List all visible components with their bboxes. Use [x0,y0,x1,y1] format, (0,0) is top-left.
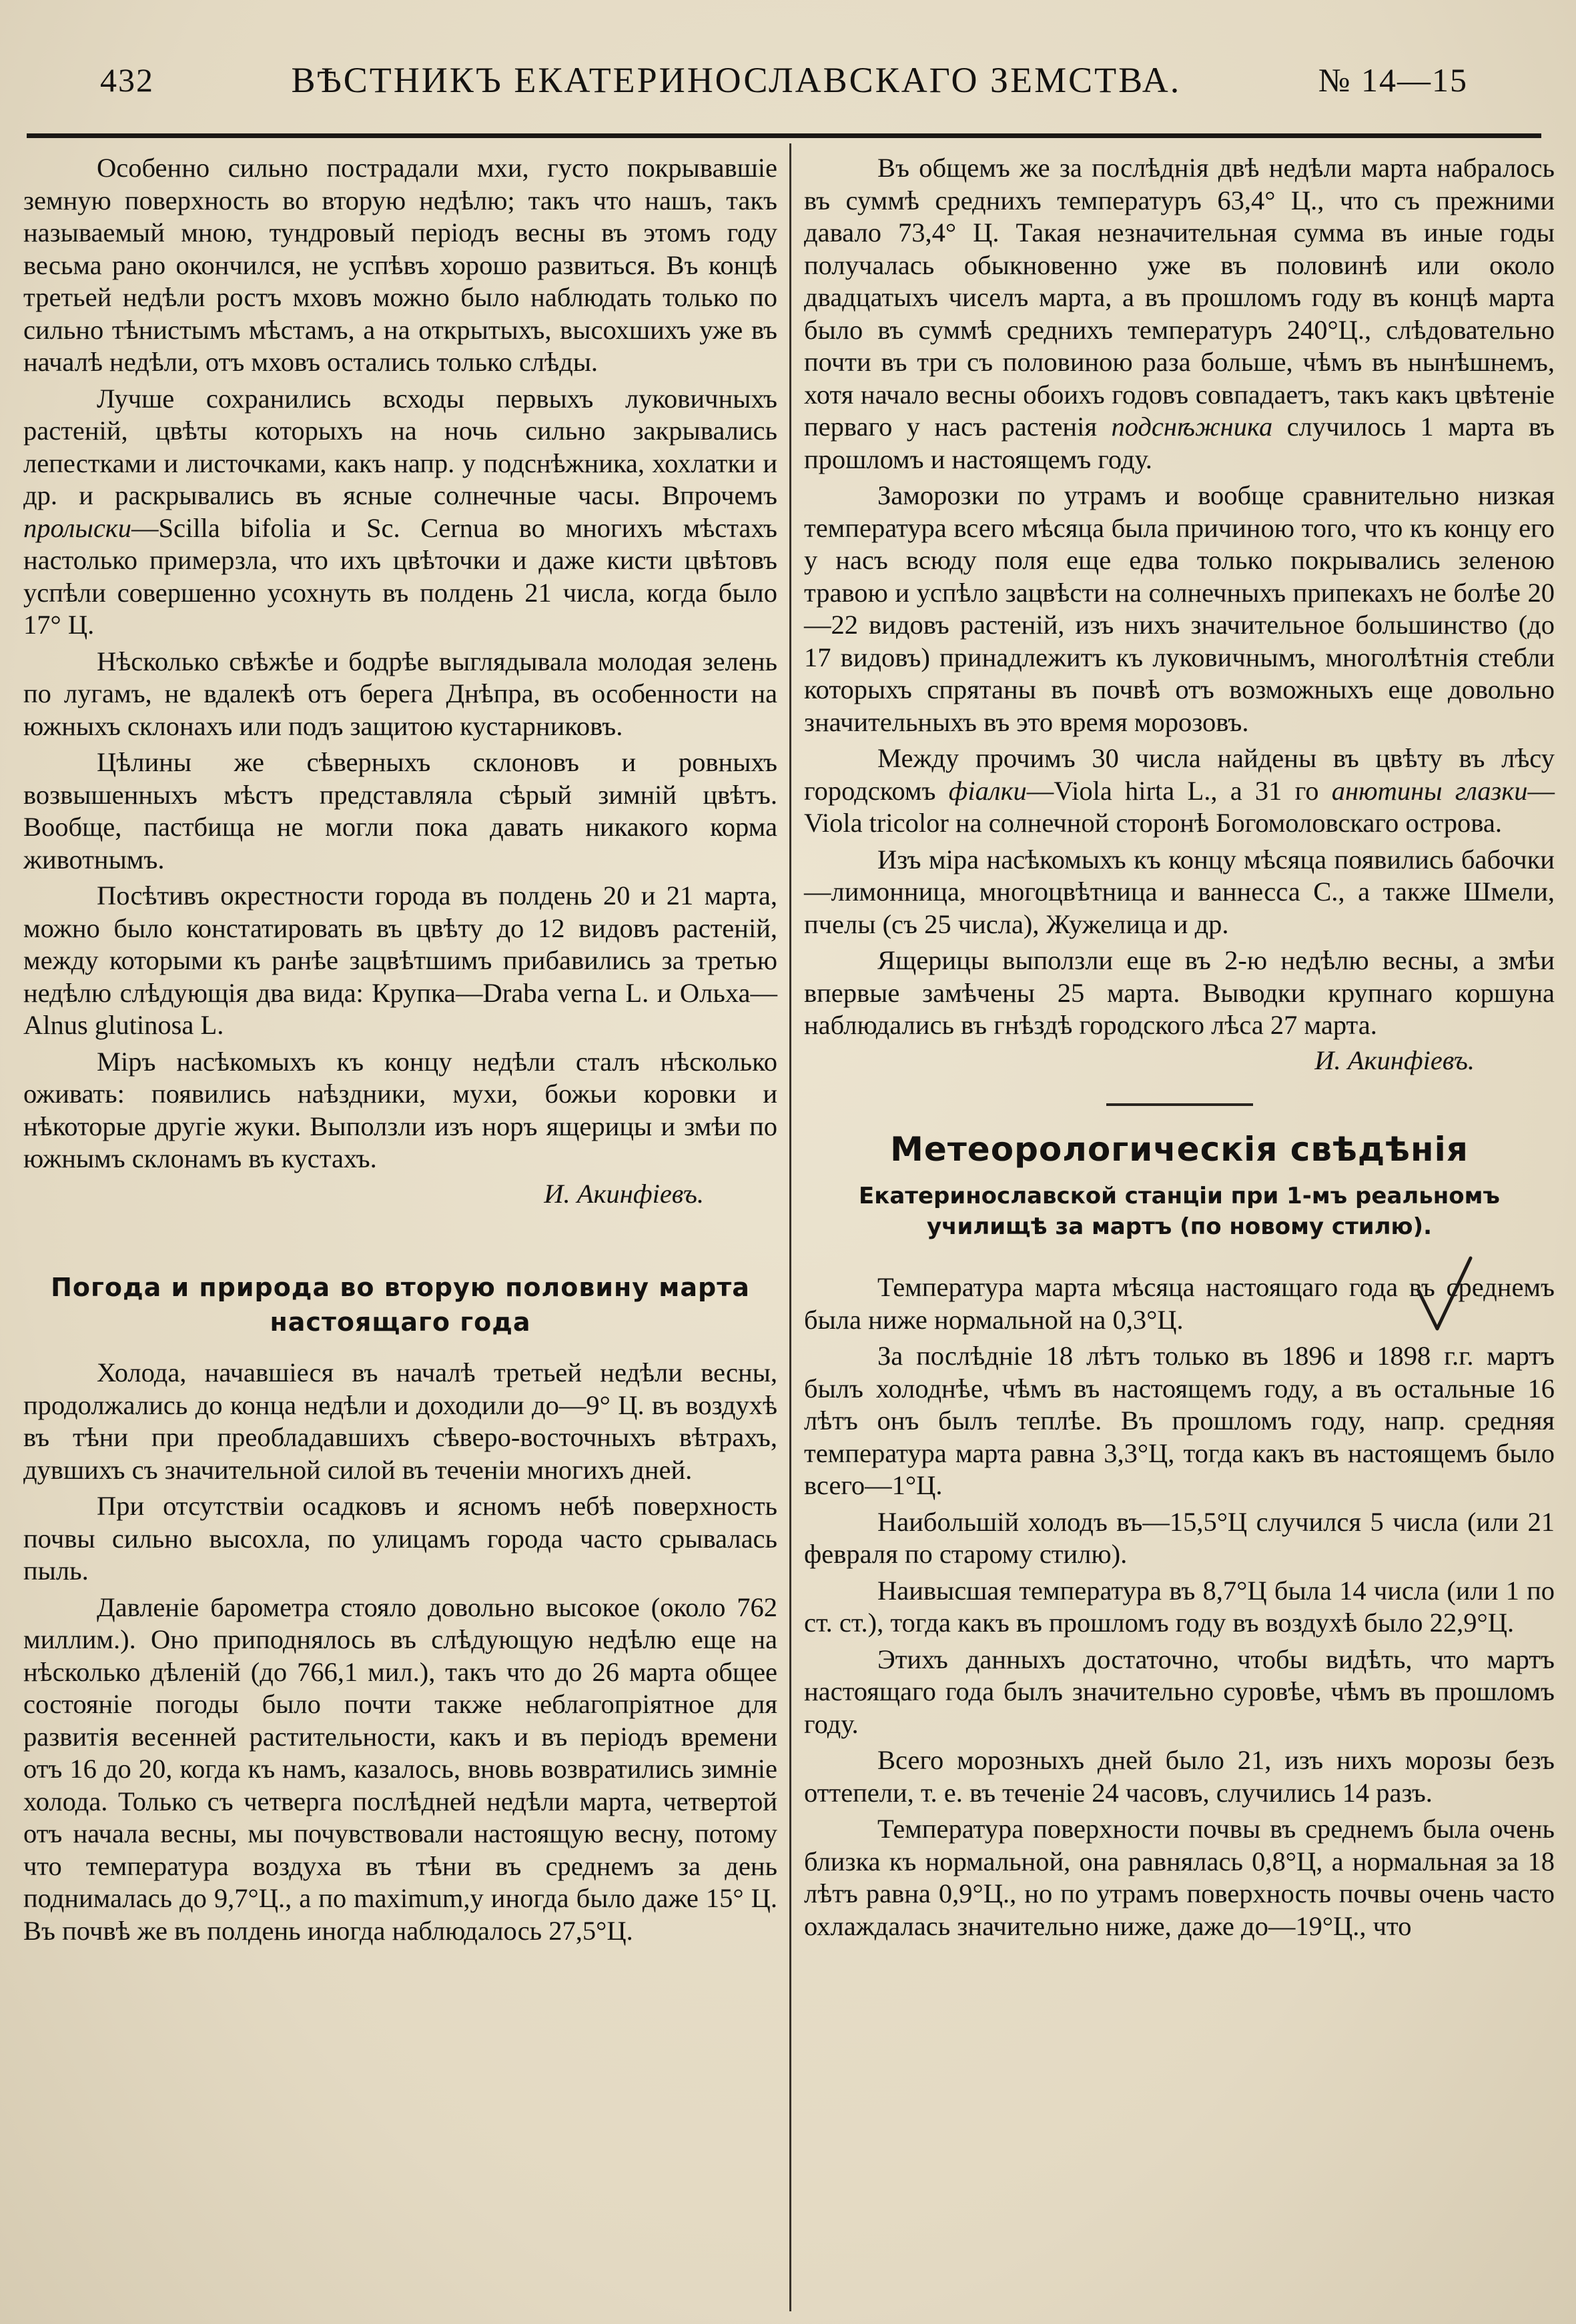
italic-term: анютины глазки [1331,775,1528,806]
paragraph: Изъ міра насѣкомыхъ къ концу мѣсяца появились бабочки—лимонница, многоцвѣтница и ваннесса С., а также Шмели, пчелы (съ 25 числа), Жужелица и др. [804,844,1555,939]
page-number: 432 [100,61,154,99]
paragraph: Наибольшій холодъ въ—15,5°Ц случился 5 числа (или 21 февраля по старому стилю). [804,1506,1555,1569]
paragraph: При отсутствіи осадковъ и ясномъ небѣ поверхность почвы сильно высохла, по улицамъ города часто срывалась пыль. [23,1491,777,1586]
section-divider [1106,1103,1253,1106]
paragraph: Ящерицы выползли еще въ 2-ю недѣлю весны, а змѣи впервые замѣчены 25 марта. Выводки крупнаго коршуна наблюдались въ гнѣздѣ городского лѣса 27 марта. [804,945,1555,1040]
paragraph: Наивысшая температура въ 8,7°Ц была 14 числа (или 1 по ст. ст.), тогда какъ въ прошломъ году въ воздухѣ было 22,9°Ц. [804,1575,1555,1638]
column-divider [789,143,791,2311]
meteo-section-title: Метеорологическія свѣдѣнія [890,1130,1469,1169]
paragraph: За послѣдніе 18 лѣтъ только въ 1896 и 1898 г.г. мартъ былъ холоднѣе, чѣмъ въ настоящемъ году, а въ остальные 16 лѣтъ онъ былъ теплѣе. Въ прошломъ году, напр. средняя температура марта равна 3,3°Ц, тогда какъ въ настоящемъ было всего—1°Ц. [804,1341,1555,1500]
paragraph: Посѣтивъ окрестности города въ полдень 20 и 21 марта, можно было констатировать въ цвѣту до 12 видовъ растеній, между которыми къ ранѣе зацвѣтшимъ прибавились за третью недѣлю слѣдующія два вида: Крупка—Draba verna L. и Ольха—Alnus glutinosa L. [23,881,777,1040]
author-signature: И. Акинфіевъ. [1314,1045,1475,1075]
italic-term: подснѣжника [1111,412,1273,442]
paragraph: Заморозки по утрамъ и вообще сравнительно низкая температура всего мѣсяца была причиною того, что къ концу его у насъ всюду поля еще едва только покрывались зеленою травою и успѣло зацвѣсти на солнечныхъ припекахъ не болѣе 20—22 видовъ растеній, изъ нихъ значительное большинство (до 17 видовъ) принадлежитъ къ луковичнымъ, многолѣтнія стебли которыхъ спрятаны въ почвѣ отъ возможныхъ еще довольно значительныхъ въ это время морозовъ. [804,480,1555,737]
italic-term: пролыски [23,512,131,543]
meteo-section-subtitle: Екатеринославской станціи при 1-мъ реальномъ училищѣ за мартъ (по новому стилю). [859,1183,1500,1240]
author-signature: И. Акинфіевъ. [544,1178,704,1209]
paragraph: Лучше сохранились всходы первыхъ луковичныхъ растеній, цвѣты которыхъ на ночь сильно закрывались лепестками и листочками, какъ напр. у подснѣжника, хохлатки и др. и раскрывались въ ясные солнечные часы. Впрочемъ пролыски—Scilla bifolia и Sc. Cernua во многихъ мѣстахъ настолько примерзла, что ихъ цвѣточки и даже кисти цвѣтовъ успѣли совершенно усохнуть въ полдень 21 числа, когда было 17° Ц. [23,383,777,640]
paragraph: Между прочимъ 30 числа найдены въ цвѣту въ лѣсу городскомъ фіалки—Viola hirta L., а 31 го анютины глазки—Viola tricolor на солнечной сторонѣ Богомоловскаго острова. [804,743,1555,838]
journal-title: ВѢСТНИКЪ ЕКАТЕРИНОСЛАВСКАГО ЗЕМСТВА. [291,60,1182,100]
paragraph: Температура поверхности почвы въ среднемъ была очень близка къ нормальной, она равнялась 0,8°Ц, а нормальная за 18 лѣтъ равна 0,9°Ц., но по утрамъ поверхность почвы очень часто охлаждалась значительно ниже, даже до—19°Ц., что [804,1814,1555,1941]
paragraph: Цѣлины же сѣверныхъ склоновъ и ровныхъ возвышенныхъ мѣстъ представляла сѣрый зимній цвѣтъ. Вообще, пастбища не могли пока давать никакого корма животнымъ. [23,747,777,875]
issue-number: № 14—15 [1318,61,1468,99]
page-header [100,53,1468,107]
paragraph: Холода, начавшіеся въ началѣ третьей недѣли весны, продолжались до конца недѣли и доходили до—9° Ц. въ воздухѣ въ тѣни при преобладавшихъ сѣверо-восточныхъ вѣтрахъ, дувшихъ съ значительной силой въ теченіи многихъ дней. [23,1357,777,1485]
paragraph: Этихъ данныхъ достаточно, чтобы видѣть, что мартъ настоящаго года былъ значительно суровѣе, чѣмъ въ прошломъ году. [804,1644,1555,1739]
paragraph: Особенно сильно пострадали мхи, густо покрывавшіе земную поверхность во вторую недѣлю; такъ что нашъ, такъ называемый мною, тундровый періодъ весны въ этомъ году весьма рано окончился, не успѣвъ хорошо развиться. Въ концѣ третьей недѣли ростъ мховъ можно было наблюдать только по сильно тѣнистымъ мѣстамъ, а на открытыхъ, высохшихъ уже въ началѣ недѣли, отъ мховъ остались только слѣды. [23,153,777,377]
header-rule [27,133,1541,138]
paragraph: Въ общемъ же за послѣднія двѣ недѣли марта набралось въ суммѣ среднихъ температуръ 63,4° Ц., что съ прежними давало 73,4° Ц. Такая незначительная сумма въ иные годы получалась обыкновенно уже въ половинѣ или около двадцатыхъ чиселъ марта, а въ прошломъ году въ концѣ марта было въ суммѣ среднихъ температуръ 240°Ц., слѣдовательно почти въ три съ половиною раза больше, чѣмъ въ нынѣшнемъ, хотя начало весны обоихъ годовъ совпадаетъ, такъ какъ цвѣтеніе перваго у насъ растенія подснѣжника случилось 1 марта въ прошломъ и настоящемъ году. [804,153,1555,474]
handwritten-check-mark-icon [1415,1254,1475,1334]
section-heading: Погода и природа во вторую половину марта настоящаго года [51,1273,750,1337]
left-column [23,152,777,1947]
paragraph: Давленіе барометра стояло довольно высокое (около 762 миллим.). Оно приподнялось въ слѣдующую недѣлю еще на нѣсколько дѣленій (до 766,1 мил.), такъ что до 26 марта общее состояніе погоды было почти также неблагопріятное для развитія весенней растительности, какъ и въ періодъ времени отъ 16 до 20, когда къ намъ, казалось, вновь возвратились зимніе холода. Только съ четверга послѣдней недѣли марта, четвертой отъ начала весны, мы почувствовали настоящую весну, потому что температура воздуха въ тѣни въ среднемъ за день поднималась до 9,7°Ц., а по maximum,у иногда было даже 15° Ц. Въ почвѣ же въ полдень иногда наблюдалось 27,5°Ц. [23,1592,777,1946]
paragraph: Всего морозныхъ дней было 21, изъ нихъ морозы безъ оттепели, т. е. въ теченіе 24 часовъ, случились 14 разъ. [804,1745,1555,1808]
paragraph: Температура марта мѣсяца настоящаго года въ среднемъ была ниже нормальной на 0,3°Ц. [804,1272,1555,1335]
italic-term: фіалки [948,775,1027,806]
paragraph: Нѣсколько свѣжѣе и бодрѣе выглядывала молодая зелень по лугамъ, не вдалекѣ отъ берега Днѣпра, въ особенности на южныхъ склонахъ или подъ защитою кустарниковъ. [23,646,777,741]
paragraph: Міръ насѣкомыхъ къ концу недѣли сталъ нѣсколько оживать: появились наѣздники, мухи, божьи коровки и нѣкоторые другіе жуки. Выползли изъ норъ ящерицы и змѣи по южнымъ склонамъ въ кустахъ. [23,1046,777,1173]
right-column [804,152,1555,1942]
